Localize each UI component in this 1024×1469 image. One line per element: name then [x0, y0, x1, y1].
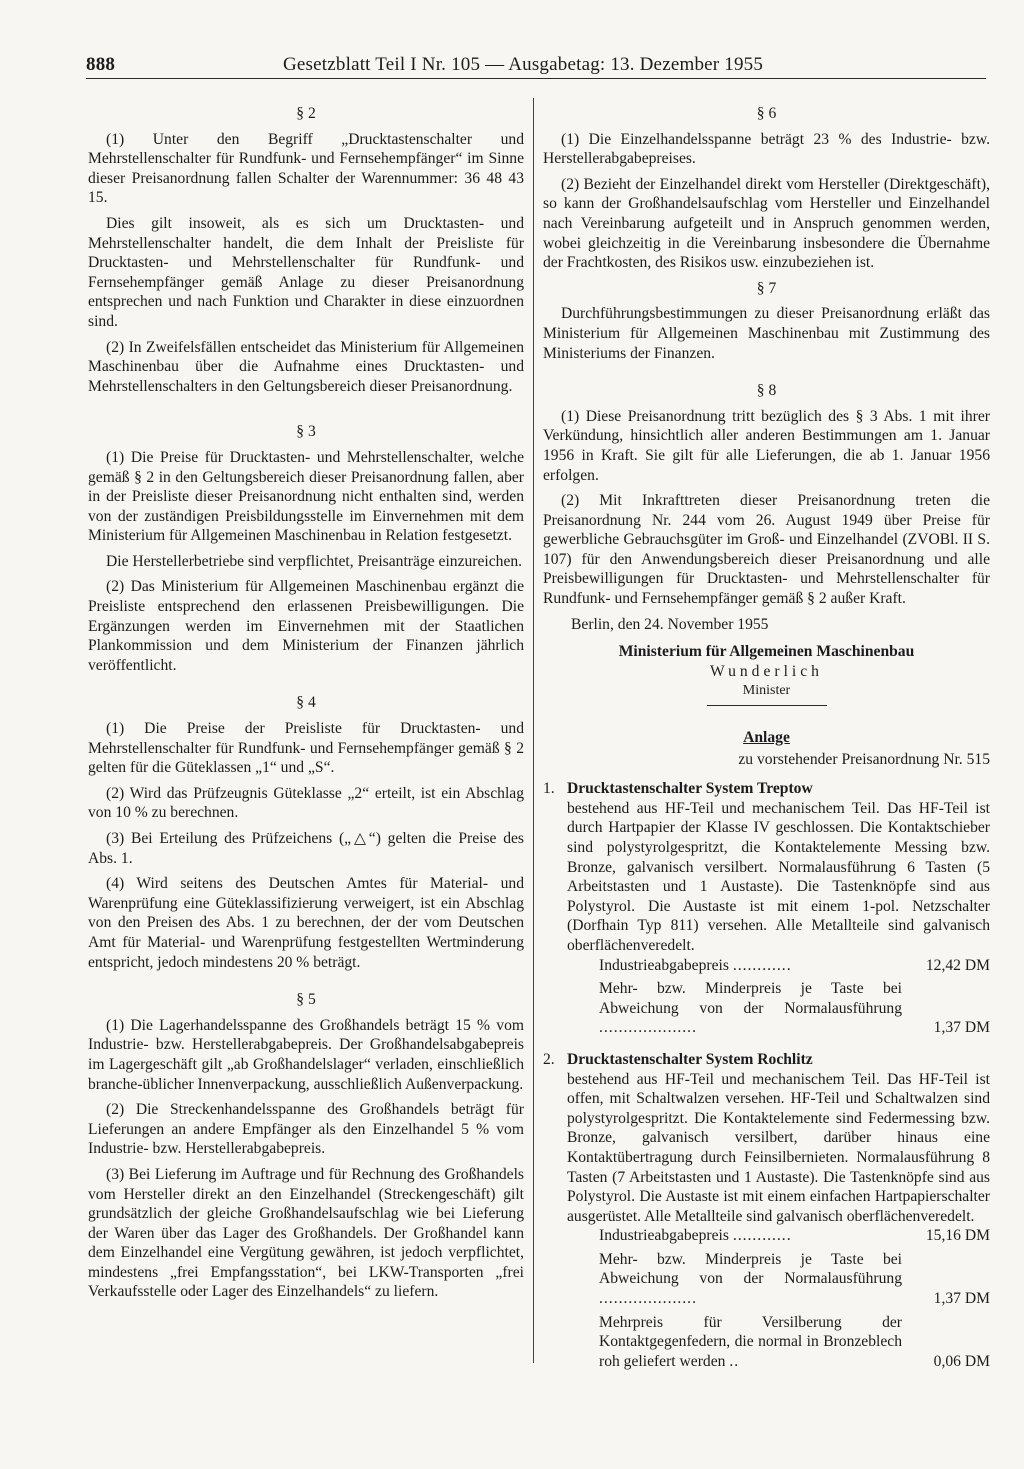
gazette-title: Gesetzblatt Teil I Nr. 105 — Ausgabetag: 13. Dezember 1955 — [283, 54, 764, 75]
paragraph: (3) Bei Lieferung im Auftrage und für Rechnung des Großhandels vom Hersteller direkt an den Einzelhandel (Streckengeschäft) gilt grundsätzlich der gleiche Großhandelsaufschlag wie bei Lieferung der Waren über das Lager des Großhandels. Der Großhandel kann dem Einzelhandel eine Vergütung gewähren, ist jedoch verpflichtet, mindestens „frei Empfangsstation“, bei LKW-Transporten „frei Verkaufsstelle oder Lager des Einzelhandels“ zu liefern. — [88, 1165, 524, 1301]
annex-subtitle: zu vorstehender Preisanordnung Nr. 515 — [738, 750, 990, 768]
annex-item — [543, 1050, 990, 1376]
paragraph: Dies gilt insoweit, als es sich um Drucktasten- und Mehrstellenschalter handelt, die dem Inhalt der Preisliste für Drucktasten- und Mehrstellenschalter für Rundfunk- und Fernsehempfänger gemäß Anlage zu dieser Preisanordnung entsprechen und nach Funktion und Charakter in diese einzuordnen sind. — [88, 214, 524, 330]
price-label: Industrieabgabepreis — [599, 1227, 729, 1245]
paragraph: (3) Bei Erteilung des Prüfzeichens („△“) gelten die Preise des Abs. 1. — [88, 830, 524, 867]
paragraph: (2) Die Streckenhandelsspanne des Großhandels beträgt für Lieferungen an andere Empfänger als den Einzelhandel 5 % vom Industrie- bzw. Herstellerabgabepreis. — [88, 1101, 524, 1158]
leader-dots: .. — [729, 1352, 740, 1370]
item-title: Drucktastenschalter System Treptow — [567, 780, 813, 798]
paragraph: Durchführungsbestimmungen zu dieser Preisanordnung erläßt das Ministerium für Allgemeinen Maschinenbau mit Zustimmung des Ministeriums der Finanzen. — [543, 305, 990, 362]
price-row — [567, 979, 990, 1038]
left-column — [88, 100, 524, 1308]
ministry-name: Ministerium für Allgemeinen Maschinenbau — [618, 643, 915, 661]
price-label: Industrieabgabepreis — [599, 956, 729, 974]
paragraph: (2) Das Ministerium für Allgemeinen Maschinenbau ergänzt die Preisliste entsprechend den erlassenen Preisbewilligungen. Die Ergänzungen werden im Einvernehmen mit der Staatlichen Plankommission und dem Ministerium der Finanzen jährlich veröffentlicht. — [88, 578, 524, 674]
column-divider — [533, 98, 534, 1363]
section-heading: § 8 — [756, 382, 777, 400]
section-7 — [543, 279, 990, 363]
section-2 — [88, 104, 524, 396]
item-number: 2. — [543, 1050, 555, 1068]
section-heading: § 6 — [756, 105, 777, 122]
price-label: Mehrpreis für Versilberung der Kontaktgegenfedern, die normal in Bronzeblech roh geliefert werden — [599, 1313, 902, 1370]
item-description: bestehend aus HF-Teil und mechanischem Teil. Das HF-Teil ist offen, mit Schaltwalzen versehen. HF-Teil und Schaltwalzen sind polystyrolgespritzt. Die Kontaktelemente sind Federmessing bzw. Bronze, galvanisch versilbert, darüber hinaus eine Kontaktübertragung durch Feinsilbernieten. Normalausführung 8 Tasten (7 Arbeitstasten und 1 Austaste). Die Tastenknöpfe sind aus Polystyrol. Die Austaste ist mit einem einfachen Hartpapierschalter ausgerüstet. Alle Metallteile sind galvanisch oberflächenveredelt. — [567, 1070, 990, 1225]
right-column — [543, 100, 990, 1375]
section-heading: § 2 — [296, 105, 316, 122]
annex-item — [543, 779, 990, 1042]
paragraph: (2) In Zweifelsfällen entscheidet das Ministerium für Allgemeinen Maschinenbau über die Aufnahme eines Drucktasten- und Mehrstellenschalters in den Geltungsbereich dieser Preisanordnung. — [88, 338, 524, 395]
price-value: 12,42 DM — [925, 956, 990, 974]
section-6 — [543, 104, 990, 273]
paragraph: (1) Die Einzelhandelsspanne beträgt 23 % des Industrie- bzw. Herstellerabgabepreises. — [543, 130, 990, 168]
signature-rule — [707, 705, 827, 706]
item-number: 1. — [543, 780, 555, 798]
page-number: 888 — [86, 54, 116, 75]
paragraph: (2) Mit Inkrafttreten dieser Preisanordnung treten die Preisanordnung Nr. 244 vom 26. August 1949 über Preise für gewerbliche Gebrauchsgüter im Groß- und Einzelhandel (ZVOBl. II S. 107) für den Anwendungsbereich dieser Preisanordnung und alle Preisbewilligungen für Drucktasten- und Mehrstellenschalter für Rundfunk- und Fernsehempfänger gemäß § 2 außer Kraft. — [543, 492, 990, 608]
annex-title: Anlage — [743, 729, 790, 747]
section-8 — [543, 381, 990, 609]
paragraph: (4) Wird seitens des Deutschen Amtes für Material- und Warenprüfung eine Güteklassifizierung verweigert, ist ein Abschlag von den Preisen des Abs. 1 zu berechnen, der der vom Deutschen Amt für Material- und Warenprüfung festgestellten Wertminderung entspricht, jedoch mindestens 20 % beträgt. — [88, 875, 524, 971]
paragraph: (1) Die Lagerhandelsspanne des Großhandels beträgt 15 % vom Industrie- bzw. Herstellerabgabepreis. Der Großhandelsabgabepreis im Lagergeschäft gilt „ab Großhandelslager“ verladen, einschließlich branche-üblicher Innenverpackung, ausschließlich Außenverpackung. — [88, 1016, 524, 1093]
leader-dots: ............ — [732, 956, 792, 974]
paragraph: (1) Die Preise für Drucktasten- und Mehrstellenschalter, welche gemäß § 2 in den Geltungsbereich dieser Preisanordnung fallen, aber in der Preisliste dieser Preisanordnung nicht enthalten sind, werden von der zuständigen Preisbildungsstelle im Einvernehmen mit dem Ministerium für Allgemeinen Maschinenbau in Relation festgesetzt. — [88, 448, 524, 545]
annex — [543, 728, 990, 1375]
section-heading: § 4 — [296, 694, 316, 712]
price-value: 15,16 DM — [925, 1227, 990, 1245]
leader-dots: .................... — [599, 1019, 697, 1037]
paragraph: Die Herstellerbetriebe sind verpflichtet, Preisanträge einzureichen. — [106, 552, 523, 570]
paragraph: (2) Bezieht der Einzelhandel direkt vom Hersteller (Direktgeschäft), so kann der Großhandelsaufschlag vom Hersteller und Einzelhandel nach Vereinbarung aufgeteilt und in Anspruch genommen werden, wobei gleichzeitig in die Vereinbarung insbesondere die Übernahme der Frachtkosten, des Risikos usw. einzubeziehen ist. — [543, 175, 990, 272]
price-row — [567, 1313, 990, 1372]
section-5 — [88, 990, 524, 1302]
place-date: Berlin, den 24. November 1955 — [571, 615, 769, 633]
page-header — [86, 46, 986, 79]
paragraph: (1) Diese Preisanordnung tritt bezüglich des § 3 Abs. 1 mit ihrer Verkündung, hinsichtlich aller anderen Bestimmungen am 1. Januar 1956 in Kraft. Sie gilt für alle Lieferungen, die ab 1. Januar 1956 erfolgen. — [543, 407, 990, 484]
leader-dots: .................... — [599, 1290, 697, 1308]
price-label: Mehr- bzw. Minderpreis je Taste bei Abweichung von der Normalausführung — [599, 980, 902, 1017]
section-4 — [88, 693, 524, 972]
price-label: Mehr- bzw. Minderpreis je Taste bei Abweichung von der Normalausführung — [599, 1250, 902, 1288]
price-row — [567, 1226, 990, 1246]
paragraph: (1) Die Preise der Preisliste für Drucktasten- und Mehrstellenschalter für Rundfunk- und Fernsehempfänger gemäß § 2 gelten für die Güteklassen „1“ und „S“. — [88, 720, 524, 777]
paragraph: (1) Unter den Begriff „Drucktastenschalter und Mehrstellenschalter für Rundfunk- und Fernsehempfänger“ im Sinne dieser Preisanordnung fallen Schalter der Warennummer: 36 48 43 15. — [88, 130, 524, 207]
price-row — [567, 956, 990, 976]
section-heading: § 3 — [296, 423, 316, 441]
price-value: 1,37 DM — [933, 1019, 990, 1037]
price-row — [567, 1250, 990, 1309]
leader-dots: ............ — [732, 1227, 792, 1245]
item-title: Drucktastenschalter System Rochlitz — [567, 1050, 813, 1068]
signature-block — [543, 615, 990, 706]
price-value: 1,37 DM — [933, 1290, 990, 1308]
signer-role: Minister — [742, 683, 791, 699]
section-heading: § 5 — [296, 991, 316, 1009]
section-heading: § 7 — [756, 279, 777, 297]
signer-name: Wunderlich — [710, 662, 823, 680]
price-value: 0,06 DM — [933, 1352, 990, 1370]
section-3 — [88, 422, 524, 675]
item-description: bestehend aus HF-Teil und mechanischem Teil. Das HF-Teil ist durch Hartpapier der Klasse IV geschlossen. Die Kontaktschieber sind polystyrolgespritzt, die Kontaktelemente Messing bzw. Bronze, galvanisch versilbert. Normalausführung 6 Tasten (5 Arbeitstasten und 1 Austaste). Die Tastenknöpfe sind aus Polystyrol. Die Austaste ist mit einem 1-pol. Netzschalter (Dorfhain Typ 811) versehen. Alle Metallteile sind galvanisch oberflächenveredelt. — [567, 799, 990, 954]
paragraph: (2) Wird das Prüfzeugnis Güteklasse „2“ erteilt, ist ein Abschlag von 10 % zu berechnen. — [88, 784, 524, 822]
